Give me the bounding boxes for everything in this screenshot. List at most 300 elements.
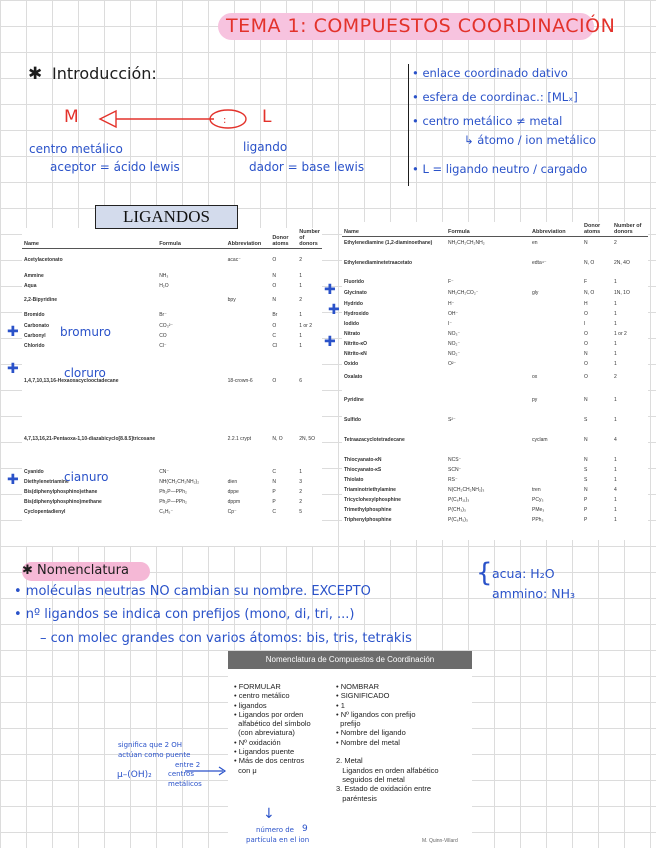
- notes-divider: [408, 64, 409, 186]
- margin-note-mu-oh: μ–(OH)₂: [117, 770, 152, 780]
- cell-number-donors: 1N, 1O: [614, 289, 630, 296]
- doc-line: • ligandos: [234, 700, 267, 710]
- cell-donor-atoms: S: [584, 476, 588, 483]
- cell-donor-atoms: O: [584, 373, 588, 380]
- cell-formula: NH₂CH₂CO₂⁻: [448, 289, 479, 296]
- cell-name: Bis(diphenylphosphino)methane: [24, 498, 102, 505]
- cell-abbreviation: dppm: [227, 498, 241, 505]
- cell-name: Nitrito-κO: [344, 340, 368, 347]
- cell-number-donors: 1: [299, 468, 302, 475]
- cell-donor-atoms: O: [272, 322, 277, 329]
- cell-donor-atoms: P: [272, 498, 276, 505]
- cell-name: 4,7,13,16,21-Pentaoxa-1,10-diazabicyclo[8.8.5]tricosane: [24, 435, 156, 442]
- intro-heading-star: ✱: [28, 64, 43, 84]
- cell-donor-atoms: N: [272, 296, 276, 303]
- cell-donor-atoms: I: [584, 320, 586, 327]
- cell-name: Fluorido: [344, 278, 364, 285]
- cell-formula: [157, 291, 225, 309]
- cell-abbreviation: [226, 309, 271, 321]
- doc-line: • Más de dos centros: [234, 756, 305, 766]
- bottom-note-line1: número de: [256, 826, 294, 834]
- doc-line: 2. Metal: [336, 756, 363, 766]
- cell-name: Hydroxido: [344, 310, 369, 317]
- cell-donor-atoms: P: [584, 516, 588, 523]
- cell-abbreviation: gly: [532, 289, 539, 296]
- margin-note-line5: centros: [168, 770, 194, 778]
- cell-donor-atoms: S: [584, 466, 588, 473]
- cell-donor-atoms: C: [272, 468, 276, 475]
- cell-number-donors: 4: [614, 436, 617, 443]
- table-row: [342, 277, 648, 287]
- plus-icon: ✚: [7, 361, 19, 377]
- cell-abbreviation: [530, 277, 582, 287]
- doc-line: • Nº ligandos con prefijo: [336, 709, 416, 719]
- cell-number-donors: 2N, 5O: [299, 435, 316, 442]
- cell-name: Aqua: [24, 282, 37, 289]
- cell-name: Ammine: [24, 272, 44, 279]
- note-ligand-types: • L = ligando neutro / cargado: [412, 162, 588, 176]
- cell-donor-atoms: C: [272, 332, 276, 339]
- cell-donor-atoms: N: [584, 396, 588, 403]
- cell-formula: NH₂CH₂CH₂NH₂: [448, 239, 485, 246]
- cell-abbreviation: Cp⁻: [227, 508, 237, 515]
- cell-name: Triaminotriethylamine: [344, 486, 396, 493]
- svg-text::: :: [223, 115, 227, 126]
- col-name: Name: [342, 222, 446, 237]
- cell-abbreviation: PMe₃: [532, 506, 545, 513]
- ligand-name-label: ligando: [243, 140, 288, 154]
- table-row: [342, 385, 648, 415]
- nomenclatura-large-molecules: – con molec grandes con varios átomos: bis, tris, tetrakis: [40, 631, 412, 646]
- doc-right-column: [336, 682, 466, 803]
- table-row: [342, 359, 648, 369]
- table-row: [342, 369, 648, 385]
- metal-role-label: aceptor = ácido lewis: [50, 160, 180, 174]
- cell-number-donors: 1: [614, 310, 617, 317]
- cell-name: Bromido: [24, 311, 45, 318]
- margin-note-line2: actúan como puente: [118, 751, 191, 759]
- cell-number-donors: 2N, 4O: [614, 259, 630, 266]
- annotation-cloruro: cloruro: [64, 366, 106, 380]
- cell-formula: [446, 249, 530, 277]
- doc-line: • Nombre del metal: [336, 737, 400, 747]
- cell-formula: NO₂⁻: [448, 350, 461, 357]
- cell-abbreviation: [226, 331, 271, 341]
- cell-donor-atoms: N: [272, 478, 276, 485]
- cell-formula: F⁻: [448, 278, 454, 285]
- ligands-table-right: [342, 222, 648, 525]
- cell-formula: P(C₆H₁₁)₃: [448, 496, 470, 503]
- cell-number-donors: 1 or 2: [299, 322, 313, 329]
- table-row: [342, 425, 648, 455]
- cell-number-donors: 1: [299, 332, 302, 339]
- cell-number-donors: 4: [614, 486, 617, 493]
- note-dative-bond: • enlace coordinado dativo: [412, 66, 568, 80]
- cell-name: Triphenylphosphine: [344, 516, 392, 523]
- cell-donor-atoms: O: [584, 310, 588, 317]
- col-formula: Formula: [157, 228, 225, 249]
- doc-line: • FORMULAR: [234, 682, 281, 691]
- cell-name: Thiocyanato-κN: [344, 456, 382, 463]
- margin-note-line3: entre 2: [175, 761, 201, 769]
- cell-number-donors: 5: [299, 508, 302, 515]
- doc-line: con μ: [234, 765, 257, 775]
- cell-abbreviation: cyclam: [532, 436, 548, 443]
- cell-name: Thiocyanato-κS: [344, 466, 382, 473]
- table-row: [22, 309, 322, 321]
- cell-name: Carbonyl: [24, 332, 46, 339]
- doc-line: • NOMBRAR: [336, 682, 380, 691]
- cell-abbreviation: [530, 475, 582, 485]
- cell-formula: Br⁻: [159, 311, 167, 318]
- note-coordination-sphere: • esfera de coordinac.: [MLₓ]: [412, 90, 578, 104]
- cell-number-donors: 1: [614, 340, 617, 347]
- doc-line: • Ligandos por orden: [234, 709, 304, 719]
- cell-name: Glycinato: [344, 289, 367, 296]
- cell-donor-atoms: O: [584, 340, 588, 347]
- cell-number-donors: 1: [299, 282, 302, 289]
- cell-formula: OH⁻: [448, 310, 459, 317]
- cell-donor-atoms: Br: [272, 311, 278, 318]
- cell-abbreviation: [226, 321, 271, 331]
- intro-heading: Introducción:: [52, 64, 157, 83]
- ligands-table-left-panel: [22, 228, 322, 546]
- bottom-note-line2: partícula en el ion: [246, 836, 310, 844]
- plus-icon: ✚: [328, 302, 340, 318]
- plus-icon: ✚: [7, 472, 19, 488]
- cell-donor-atoms: F: [584, 278, 588, 285]
- cell-number-donors: 1: [614, 496, 617, 503]
- doc-line: prefijo: [336, 719, 361, 729]
- cell-formula: NCS⁻: [448, 456, 462, 463]
- cell-abbreviation: tren: [532, 486, 541, 493]
- table-row: [342, 309, 648, 319]
- cell-formula: Ph₂P—PPh₂: [159, 498, 187, 505]
- cell-formula: [157, 411, 225, 467]
- cell-name: Ethylenediamine (1,2-diaminoethane): [344, 239, 433, 246]
- arrow-down-icon: ↓: [263, 806, 275, 822]
- cell-name: Thiolato: [344, 476, 364, 483]
- table-row: [342, 319, 648, 329]
- cell-donor-atoms: N: [584, 456, 588, 463]
- cell-abbreviation: [530, 415, 582, 425]
- cell-abbreviation: edta⁴⁻: [532, 259, 547, 266]
- cell-donor-atoms: N: [584, 350, 588, 357]
- cell-abbreviation: en: [532, 239, 538, 246]
- cell-donor-atoms: N: [272, 272, 276, 279]
- col-abbreviation: Abbreviation: [530, 222, 582, 237]
- cell-donor-atoms: N, O: [584, 289, 595, 296]
- cell-name: Oxalato: [344, 373, 363, 380]
- cell-formula: P(CH₃)₃: [448, 506, 466, 513]
- table-row: [342, 349, 648, 359]
- cell-formula: CN⁻: [159, 468, 170, 475]
- doc-left-column: [234, 682, 339, 775]
- cell-number-donors: 1: [614, 396, 617, 403]
- cell-name: Cyanido: [24, 468, 44, 475]
- cell-formula: I⁻: [448, 320, 453, 327]
- exception-ammino: ammino: NH₃: [492, 586, 576, 601]
- cell-donor-atoms: C: [272, 508, 276, 515]
- cell-formula: S²⁻: [448, 416, 456, 423]
- cell-abbreviation: [530, 319, 582, 329]
- cell-abbreviation: dppe: [227, 488, 239, 495]
- cell-number-donors: 1: [614, 300, 617, 307]
- cell-number-donors: 6: [299, 377, 302, 384]
- doc-line: • Nº oxidación: [234, 737, 281, 747]
- cell-donor-atoms: N, O: [272, 435, 283, 442]
- cell-formula: Cl⁻: [159, 342, 167, 349]
- doc-line: • 1: [336, 700, 345, 710]
- plus-icon: ✚: [324, 282, 336, 298]
- arrow-right-icon: [185, 764, 229, 778]
- table-row: [22, 271, 322, 281]
- doc-line: • Nombre del ligando: [336, 728, 406, 738]
- cell-number-donors: 1: [614, 278, 617, 285]
- note-metal-atom-ion: ↳ átomo / ion metálico: [464, 133, 597, 147]
- cell-abbreviation: [530, 465, 582, 475]
- doc-line: (con abreviatura): [234, 728, 295, 738]
- table-row: [342, 339, 648, 349]
- note-metal-center: • centro metálico ≠ metal: [412, 114, 563, 128]
- cell-name: Diethylenetriamine: [24, 478, 69, 485]
- doc-line: • SIGNIFICADO: [336, 691, 390, 701]
- nomenclatura-prefixes: • nº ligandos se indica con prefijos (mono, di, tri, ...): [14, 607, 355, 622]
- cell-name: Nitrato: [344, 330, 361, 337]
- ligands-table-right-panel: [342, 222, 648, 540]
- cell-name: Hydrido: [344, 300, 363, 307]
- col-donor-atoms: Donor atoms: [582, 222, 612, 237]
- col-formula: Formula: [446, 222, 530, 237]
- cell-number-donors: 1: [614, 516, 617, 523]
- table-row: [342, 415, 648, 425]
- cell-abbreviation: PPh₃: [532, 516, 544, 523]
- cell-donor-atoms: P: [584, 496, 588, 503]
- bottom-note-nine: 9: [302, 824, 308, 834]
- cell-number-donors: 3: [299, 478, 302, 485]
- cell-number-donors: 1: [614, 466, 617, 473]
- doc-line: paréntesis: [336, 793, 377, 803]
- exception-acua: acua: H₂O: [492, 566, 555, 581]
- table-row: [342, 485, 648, 495]
- dative-bond-arrow-icon: [96, 104, 256, 134]
- cell-number-donors: 2: [299, 256, 302, 263]
- ligand-role-label: dador = base lewis: [249, 160, 365, 174]
- table-row: [342, 465, 648, 475]
- cell-donor-atoms: O: [272, 256, 277, 263]
- cell-number-donors: 1: [614, 416, 617, 423]
- metal-center-label: centro metálico: [29, 142, 123, 156]
- table-row: [342, 329, 648, 339]
- cell-donor-atoms: P: [272, 488, 276, 495]
- cell-abbreviation: [530, 329, 582, 339]
- table-row: [342, 505, 648, 515]
- cell-formula: [446, 425, 530, 455]
- cell-formula: NO₃⁻: [448, 330, 461, 337]
- doc-line: Ligandos en orden alfabético: [336, 765, 439, 775]
- cell-donor-atoms: O: [584, 330, 588, 337]
- table-row: [342, 237, 648, 249]
- col-number-donors: Number of donors: [299, 229, 320, 247]
- margin-note-line1: significa que 2 OH: [118, 741, 183, 749]
- cell-formula: P(C₆H₅)₃: [448, 516, 468, 523]
- table-row: [22, 497, 322, 507]
- cell-name: Carbonato: [24, 322, 49, 329]
- cell-donor-atoms: Cl: [272, 342, 278, 349]
- doc-line: alfabético del símbolo: [234, 719, 311, 729]
- table-row: [22, 249, 322, 271]
- cell-formula: H⁻: [448, 300, 455, 307]
- cell-abbreviation: [530, 359, 582, 369]
- cell-formula: SCN⁻: [448, 466, 462, 473]
- cell-formula: CO: [159, 332, 167, 339]
- table-row: [342, 249, 648, 277]
- col-donor-atoms: Donor atoms: [270, 228, 297, 249]
- table-row: [342, 287, 648, 299]
- cell-formula: RS⁻: [448, 476, 458, 483]
- cell-formula: O²⁻: [448, 360, 457, 367]
- cell-abbreviation: 18-crown-6: [227, 377, 253, 384]
- margin-note-line6: metálicos: [168, 780, 202, 788]
- cell-formula: NH₃: [159, 272, 169, 279]
- doc-footer: M. Quinn-Villard: [422, 838, 458, 844]
- cell-formula: [446, 385, 530, 415]
- cell-donor-atoms: P: [584, 506, 588, 513]
- cell-abbreviation: ox: [532, 373, 538, 380]
- annotation-cianuro: cianuro: [64, 470, 109, 484]
- table-row: [22, 291, 322, 309]
- table-row: [342, 515, 648, 525]
- cell-abbreviation: py: [532, 396, 538, 403]
- cell-formula: NO₂⁻: [448, 340, 461, 347]
- cell-donor-atoms: N: [584, 486, 588, 493]
- table-row: [22, 341, 322, 351]
- table-row: [22, 507, 322, 517]
- table-row: [22, 487, 322, 497]
- cell-name: 2,2-Bipyridine: [24, 296, 58, 303]
- col-name: Name: [22, 228, 157, 249]
- plus-icon: ✚: [7, 324, 19, 340]
- cell-formula: N(CH₂CH₂NH₂)₃: [448, 486, 485, 493]
- cell-name: Trimethylphosphine: [344, 506, 392, 513]
- cell-abbreviation: [530, 349, 582, 359]
- cell-number-donors: 1: [614, 360, 617, 367]
- doc-line: • Ligandos puente: [234, 747, 295, 757]
- cell-name: Acetylacetonato: [24, 256, 63, 263]
- cell-donor-atoms: N: [584, 436, 588, 443]
- cell-donor-atoms: H: [584, 300, 588, 307]
- cell-number-donors: 2: [299, 498, 302, 505]
- cell-formula: CO₃²⁻: [159, 322, 174, 329]
- cell-formula: NH(CH₂CH₂NH₂)₂: [159, 478, 200, 485]
- cell-number-donors: 1: [614, 506, 617, 513]
- cell-abbreviation: [530, 455, 582, 465]
- cell-abbreviation: bpy: [227, 296, 236, 303]
- cell-formula: [446, 369, 530, 385]
- nomenclatura-heading: ✱ Nomenclatura: [22, 563, 129, 578]
- cell-donor-atoms: O: [272, 282, 277, 289]
- cell-abbreviation: [226, 341, 271, 351]
- table-row: [22, 351, 322, 411]
- table-row: [342, 299, 648, 309]
- cell-name: 1,4,7,10,13,16-Hexaoxacyclooctadecane: [24, 377, 119, 384]
- cell-number-donors: 2: [614, 239, 617, 246]
- ligandos-title: LIGANDOS: [95, 205, 238, 229]
- cell-number-donors: 1: [614, 456, 617, 463]
- cell-abbreviation: PCy₃: [532, 496, 544, 503]
- table-row: [342, 495, 648, 505]
- cell-name: Chlorido: [24, 342, 45, 349]
- cell-abbreviation: [226, 467, 271, 477]
- cell-name: Nitrito-κN: [344, 350, 367, 357]
- cell-number-donors: 1: [299, 311, 302, 318]
- cell-abbreviation: [226, 271, 271, 281]
- cell-abbreviation: 2.2.1 crypt: [227, 435, 252, 442]
- brace-icon: {: [476, 558, 493, 588]
- cell-number-donors: 2: [299, 296, 302, 303]
- cell-abbreviation: [530, 309, 582, 319]
- doc-line: 3. Estado de oxidación entre: [336, 784, 432, 794]
- cell-name: Oxido: [344, 360, 359, 367]
- doc-line: • centro metálico: [234, 691, 290, 701]
- cell-abbreviation: dien: [227, 478, 238, 485]
- cell-name: Tetraazacyclotetradecane: [344, 436, 405, 443]
- cell-formula: [157, 249, 225, 271]
- nomenclatura-neutral-molecules: • moléculas neutras NO cambian su nombre. EXCEPTO: [14, 584, 371, 599]
- cell-number-donors: 1: [614, 476, 617, 483]
- cell-number-donors: 1 or 2: [614, 330, 627, 337]
- cell-number-donors: 1: [299, 342, 302, 349]
- plus-icon: ✚: [324, 334, 336, 350]
- cell-name: Ethylenediaminetetraacetato: [344, 259, 413, 266]
- cell-donor-atoms: N, O: [584, 259, 595, 266]
- cell-name: Iodido: [344, 320, 359, 327]
- cell-abbreviation: acac⁻: [227, 256, 241, 263]
- cell-name: Pyridine: [344, 396, 364, 403]
- cell-donor-atoms: S: [584, 416, 588, 423]
- cell-donor-atoms: O: [584, 360, 588, 367]
- col-abbreviation: Abbreviation: [226, 228, 271, 249]
- table-row: [342, 455, 648, 465]
- table-row: [342, 475, 648, 485]
- cell-donor-atoms: N: [584, 239, 588, 246]
- cell-formula: Ph₂P—PPh₂: [159, 488, 187, 495]
- cell-abbreviation: [226, 281, 271, 291]
- metal-letter: M: [64, 107, 79, 127]
- cell-number-donors: 2: [299, 488, 302, 495]
- cell-number-donors: 1: [614, 350, 617, 357]
- cell-donor-atoms: O: [272, 377, 277, 384]
- annotation-bromuro: bromuro: [60, 325, 111, 339]
- cell-abbreviation: [530, 339, 582, 349]
- page-title: TEMA 1: COMPUESTOS COORDINACIÓN: [226, 15, 616, 37]
- cell-formula: H₂O: [159, 282, 169, 289]
- col-number-donors: Number of donors: [612, 222, 648, 237]
- cell-number-donors: 1: [614, 320, 617, 327]
- doc-line: [336, 747, 466, 756]
- cell-name: Cyclopentadienyl: [24, 508, 66, 515]
- ligand-letter: L: [262, 107, 272, 127]
- cell-formula: C₅H₅⁻: [159, 508, 174, 515]
- table-row: [22, 411, 322, 467]
- table-row: [22, 281, 322, 291]
- doc-line: seguidos del metal: [336, 774, 405, 784]
- cell-number-donors: 2: [614, 373, 617, 380]
- cell-formula: [157, 351, 225, 411]
- cell-number-donors: 1: [299, 272, 302, 279]
- cell-name: Sulfido: [344, 416, 361, 423]
- doc-header: Nomenclatura de Compuestos de Coordinación: [228, 651, 472, 669]
